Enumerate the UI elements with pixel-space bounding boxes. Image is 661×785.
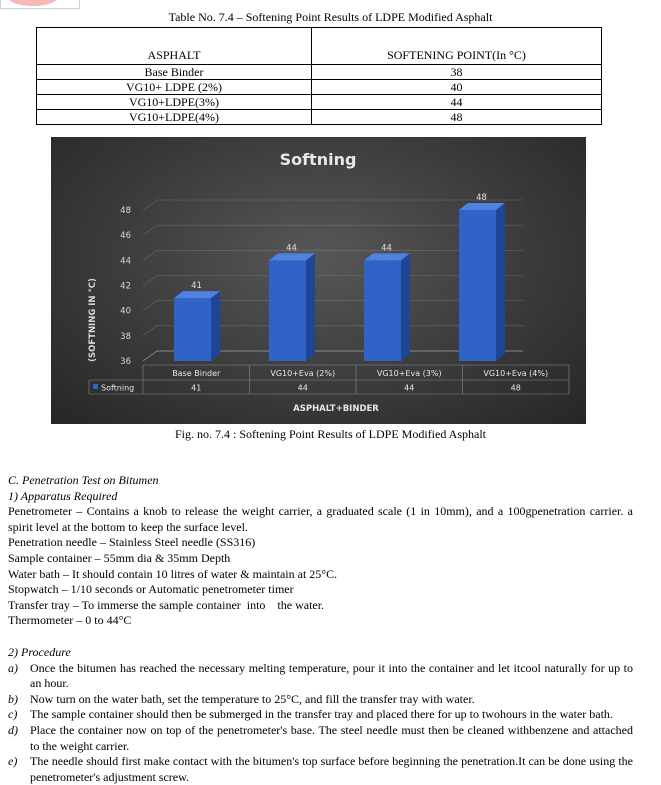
- step-text: Place the container now on top of the penetrometer's base. The steel needle must then be cleaned withbenzene and attached to the weight carrier.: [30, 722, 633, 753]
- y-tick-label: 36: [120, 357, 131, 367]
- table-cell: VG10+ LDPE (2%): [37, 80, 312, 95]
- data-table-value: 44: [297, 383, 308, 393]
- step-marker: c): [8, 707, 18, 722]
- data-table-value: 41: [191, 383, 202, 393]
- table-title: Table No. 7.4 – Softening Point Results of LDPE Modified Asphalt: [168, 10, 493, 24]
- x-category-label: VG10+Eva (3%): [376, 369, 442, 378]
- bar: [174, 291, 220, 361]
- apparatus-item: Water bath – It should contain 10 litres of water & maintain at 25°C.: [8, 566, 338, 581]
- y-axis-ticks: [120, 206, 131, 367]
- y-tick-label: 38: [120, 331, 131, 342]
- step-text: The needle should first make contact with the bitumen's top surface before beginning the penetration.It can be done using the penetrometer's adjustment screw.: [30, 754, 633, 784]
- y-axis-label: (SOFTNING IN °C): [88, 278, 98, 362]
- bar-side: [496, 203, 505, 361]
- subsection-heading: 1) Apparatus Required: [8, 488, 118, 503]
- bar: [269, 253, 315, 361]
- data-label: 44: [286, 243, 297, 254]
- data-table-value: 44: [404, 383, 415, 393]
- chart-title: Softning: [279, 150, 357, 169]
- procedure-step: [8, 692, 633, 708]
- bar-side: [401, 253, 410, 361]
- subsection-heading: 2) Procedure: [8, 644, 71, 659]
- table-header-cell: SOFTENING POINT(In °C): [312, 28, 602, 65]
- chart-bars: [174, 203, 505, 361]
- bar: [364, 253, 410, 361]
- apparatus-item: Thermometer – 0 to 44°C: [8, 613, 132, 628]
- results-table: [36, 27, 602, 125]
- bar-front: [364, 260, 401, 361]
- y-tick-label: 44: [120, 256, 131, 267]
- x-category-label: VG10+Eva (4%): [483, 369, 549, 378]
- data-label: 44: [381, 243, 392, 254]
- data-label: 41: [191, 281, 202, 292]
- chart-svg: [51, 137, 586, 424]
- legend-series-name: Softning: [101, 383, 135, 393]
- table-cell: 48: [312, 110, 602, 125]
- bar-front: [459, 210, 496, 361]
- chart-data-labels: [191, 193, 487, 291]
- apparatus-item: Transfer tray – To immerse the sample container into the water.: [8, 597, 325, 612]
- table-cell: VG10+LDPE(4%): [37, 110, 312, 125]
- apparatus-item: Stopwatch – 1/10 seconds or Automatic penetrometer timer: [8, 582, 294, 597]
- table-cell: 38: [312, 65, 602, 80]
- data-table-value: 48: [510, 383, 521, 393]
- figure-caption: Fig. no. 7.4 : Softening Point Results of LDPE Modified Asphalt: [174, 427, 486, 441]
- table-row: [37, 95, 602, 110]
- table-row: [37, 65, 602, 80]
- table-header-row: [37, 28, 602, 65]
- section-heading: C. Penetration Test on Bitumen: [8, 473, 159, 487]
- step-marker: a): [8, 660, 18, 675]
- softening-chart: [51, 137, 586, 424]
- table-cell: 40: [312, 80, 602, 95]
- bar: [459, 203, 505, 361]
- apparatus-item: Penetrometer – Contains a knob to release the weight carrier, a graduated scale (1 in 10mm), and a 100gpenetration carrier. a spirit level at the bottom to keep the surface level.: [8, 504, 633, 534]
- procedure-step: [8, 754, 633, 785]
- step-text: The sample container should then be submerged in the transfer tray and placed there for up to twohours in the water bath.: [30, 707, 613, 722]
- step-marker: e): [8, 754, 18, 769]
- chart-data-table: [89, 365, 569, 394]
- table-cell: 44: [312, 95, 602, 110]
- table-row: [37, 80, 602, 95]
- table-cell: Base Binder: [37, 65, 312, 80]
- apparatus-item: Sample container – 55mm dia & 35mm Depth: [8, 550, 231, 565]
- step-text: Once the bitumen has reached the necessary melting temperature, pour it into the container and let itcool naturally for up to an hour.: [30, 660, 633, 691]
- legend-key: [93, 384, 98, 389]
- page-corner-decoration: [0, 0, 80, 9]
- y-tick-label: 42: [120, 281, 131, 292]
- x-category-label: VG10+Eva (2%): [270, 369, 336, 378]
- table-header-cell: ASPHALT: [37, 28, 312, 65]
- step-marker: d): [8, 722, 18, 737]
- pink-shape: [7, 0, 59, 6]
- step-text: Now turn on the water bath, set the temperature to 25°C, and fill the transfer tray with water.: [30, 691, 475, 706]
- procedure-step: [8, 661, 633, 692]
- bar-front: [174, 298, 211, 361]
- y-tick-label: 46: [120, 231, 131, 242]
- document-body: [8, 473, 633, 785]
- table-cell: VG10+LDPE(3%): [37, 95, 312, 110]
- y-tick-label: 48: [120, 206, 131, 216]
- x-axis-label: ASPHALT+BINDER: [293, 404, 379, 414]
- bar-front: [269, 260, 306, 361]
- bar-side: [306, 253, 315, 361]
- procedure-step: [8, 723, 633, 754]
- bar-side: [211, 291, 220, 361]
- y-tick-label: 40: [120, 306, 131, 317]
- apparatus-item: Penetration needle – Stainless Steel needle (SS316): [8, 535, 256, 550]
- x-category-label: Base Binder: [172, 369, 221, 378]
- step-marker: b): [8, 691, 18, 706]
- data-label: 48: [476, 193, 487, 203]
- table-row: [37, 110, 602, 125]
- procedure-step: [8, 707, 633, 723]
